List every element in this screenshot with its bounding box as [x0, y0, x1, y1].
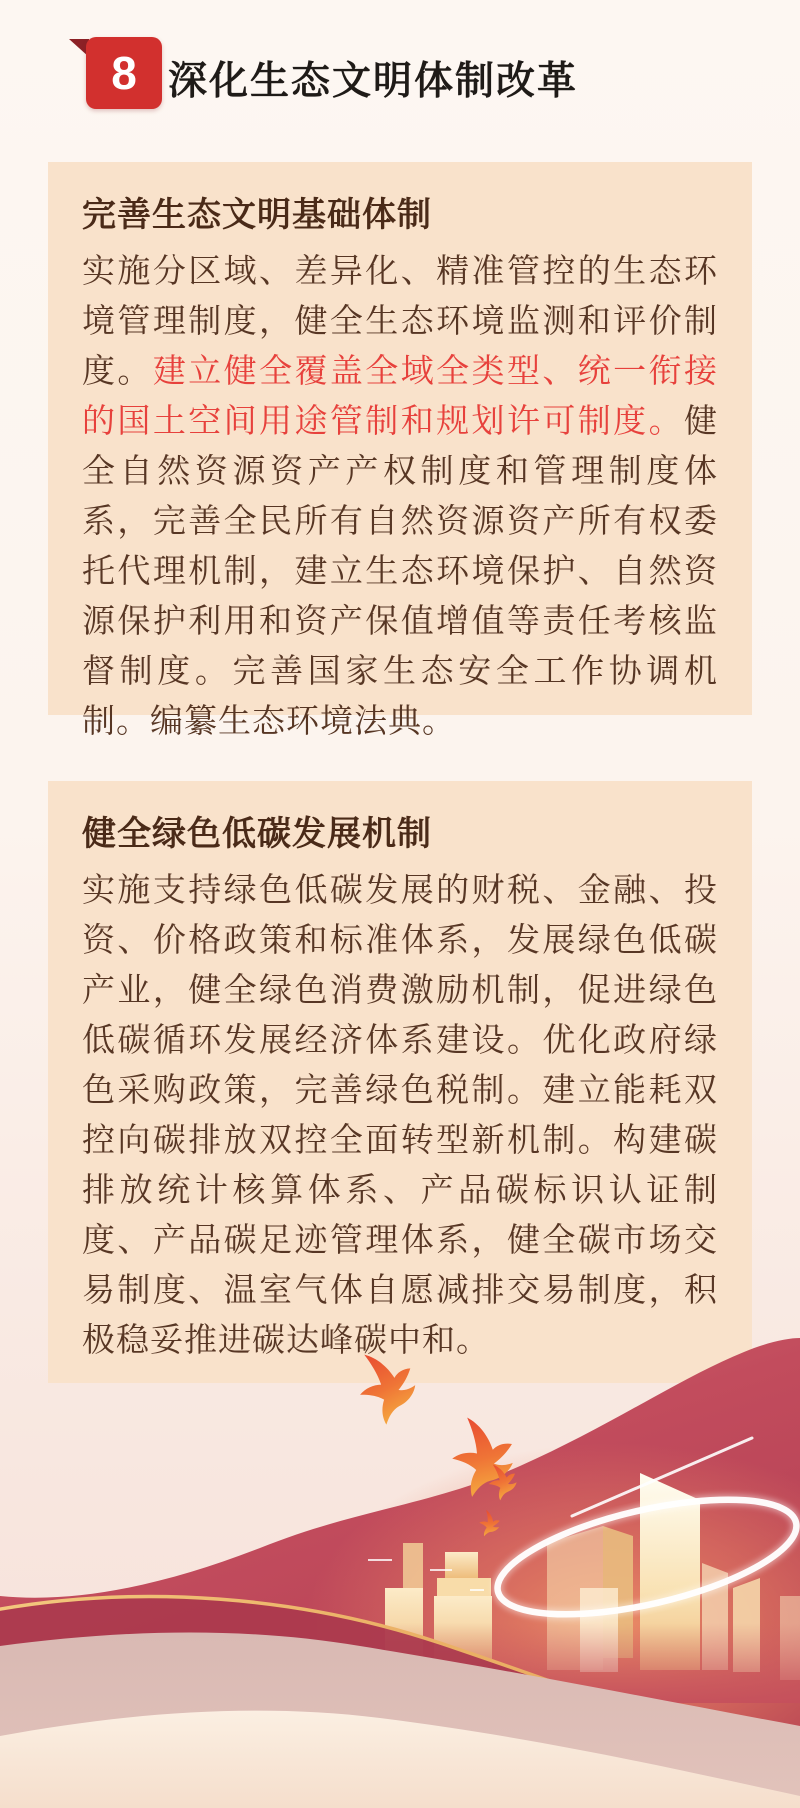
section-number: 8	[111, 47, 137, 99]
section-header	[0, 0, 800, 130]
card-body	[82, 865, 718, 1365]
card-text-segment: 健全自然资源资产产权制度和管理制度体系，完善全民所有自然资源资产所有权委托代理机制，建立生态环境保护、自然资源保护利用和资产保值增值等责任考核监督制度。完善国家生态安全工作协调机制。编纂生态环境法典。	[82, 402, 718, 739]
card-green-lowcarbon	[48, 781, 752, 1383]
card-body	[82, 246, 718, 746]
page-title: 深化生态文明体制改革	[168, 60, 579, 103]
card-title: 健全绿色低碳发展机制	[82, 815, 432, 853]
card-ecology-foundation	[48, 162, 752, 739]
card-title: 完善生态文明基础体制	[82, 196, 432, 234]
card-text-segment: 实施支持绿色低碳发展的财税、金融、投资、价格政策和标准体系，发展绿色低碳产业，健全绿色消费激励机制，促进绿色低碳循环发展经济体系建设。优化政府绿色采购政策，完善绿色税制。建立能耗双控向碳排放双控全面转型新机制。构建碳排放统计核算体系、产品碳标识认证制度、产品碳足迹管理体系，健全碳市场交易制度、温室气体自愿减排交易制度，积极稳妥推进碳达峰碳中和。	[82, 871, 718, 1358]
bird-icon	[355, 1355, 418, 1428]
footer-illustration	[0, 1338, 800, 1808]
card-text-highlight: 建立健全覆盖全域全类型、统一衔接的国土空间用途管制和规划许可制度。	[82, 352, 719, 439]
section-number-badge	[86, 37, 162, 109]
card-text-segment: 实施分区域、差异化、精准管控的生态环境管理制度，健全生态环境监测和评价制度。	[82, 252, 718, 389]
